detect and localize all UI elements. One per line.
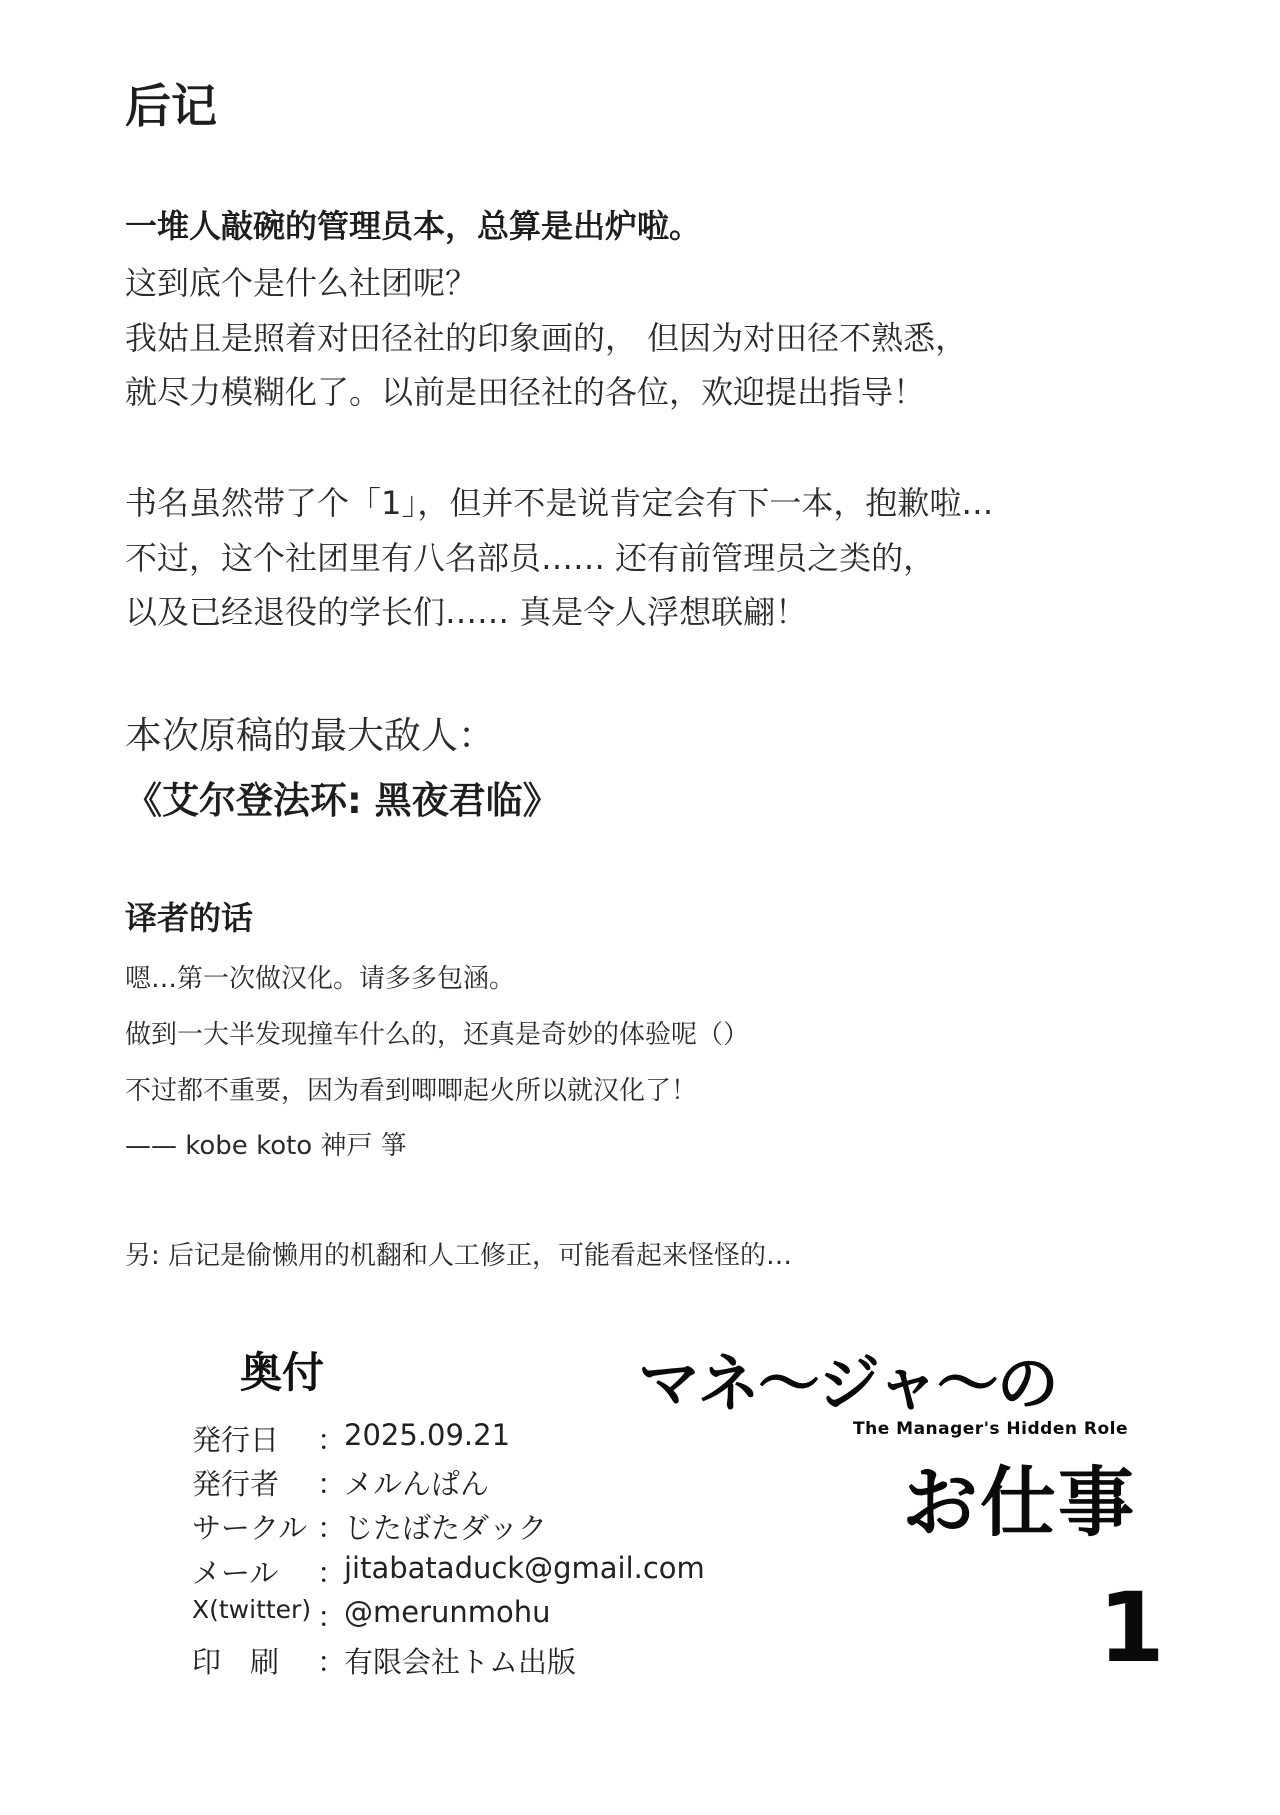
colophon-key: メール <box>192 1556 279 1590</box>
afterword-line: 这到底个是什么社团呢？ <box>125 264 478 302</box>
afterword-title: 后记 <box>125 79 217 133</box>
colophon-value: 有限会社トム出版 <box>344 1645 577 1679</box>
afterword-line: 就尽力模糊化了。以前是田径社的各位，欢迎提出指导！ <box>125 373 926 411</box>
translator-line: 嗯…第一次做汉化。请多多包涵。 <box>125 964 516 994</box>
logo-title-line1: マネ〜ジャ〜の <box>638 1347 1057 1420</box>
colophon-key: 発行者 <box>192 1467 280 1501</box>
enemy-label: 本次原稿的最大敌人： <box>125 714 495 757</box>
translator-line: 不过都不重要，因为看到唧唧起火所以就汉化了！ <box>125 1076 698 1106</box>
logo-subtitle: The Manager's Hidden Role <box>853 1419 1129 1439</box>
translator-heading: 译者的话 <box>125 899 254 937</box>
colophon-colon: ： <box>317 1556 347 1590</box>
afterword-line: 我姑且是照着对田径社的印象画的， 但因为对田径不熟悉， <box>125 319 968 357</box>
colophon-title: 奥付 <box>240 1348 325 1397</box>
colophon-colon: ： <box>317 1467 347 1501</box>
afterword-line: 书名虽然带了个「1」，但并不是说肯定会有下一本，抱歉啦… <box>125 484 994 522</box>
colophon-value: メルんぱん <box>344 1467 490 1501</box>
enemy-game-title: 《艾尔登法环: 黑夜君临》 <box>125 779 560 822</box>
colophon-colon: ： <box>317 1600 347 1634</box>
colophon-email[interactable]: jitabataduck@gmail.com <box>344 1551 705 1585</box>
translator-signature: —— kobe koto 神戸 箏 <box>125 1131 407 1161</box>
colophon-key: サークル <box>192 1511 308 1545</box>
colophon-colon: ： <box>317 1511 347 1545</box>
colophon-key: 発行日 <box>192 1423 280 1457</box>
afterword-line: 不过，这个社团里有八名部员…… 还有前管理员之类的， <box>125 539 936 577</box>
logo-volume-number: 1 <box>1098 1572 1165 1684</box>
colophon-key: X(twitter) <box>192 1595 312 1624</box>
colophon-colon: ： <box>317 1645 347 1679</box>
afterword-line: 以及已经退役的学长们…… 真是令人浮想联翩！ <box>125 593 808 631</box>
translator-note: 另: 后记是偷懒用的机翻和人工修正，可能看起来怪怪的… <box>125 1241 793 1271</box>
translator-line: 做到一大半发现撞车什么的，还真是奇妙的体验呢（） <box>125 1020 750 1050</box>
logo-title-line2: お仕事 <box>902 1458 1136 1547</box>
colophon-key: 印 刷 <box>192 1645 280 1679</box>
afterword-lead: 一堆人敲碗的管理员本，总算是出炉啦。 <box>125 207 702 245</box>
colophon-value: じたばたダック <box>344 1511 548 1545</box>
colophon-value: 2025.09.21 <box>344 1418 511 1452</box>
colophon-colon: ： <box>317 1423 347 1457</box>
colophon-twitter-handle[interactable]: @merunmohu <box>344 1595 551 1629</box>
